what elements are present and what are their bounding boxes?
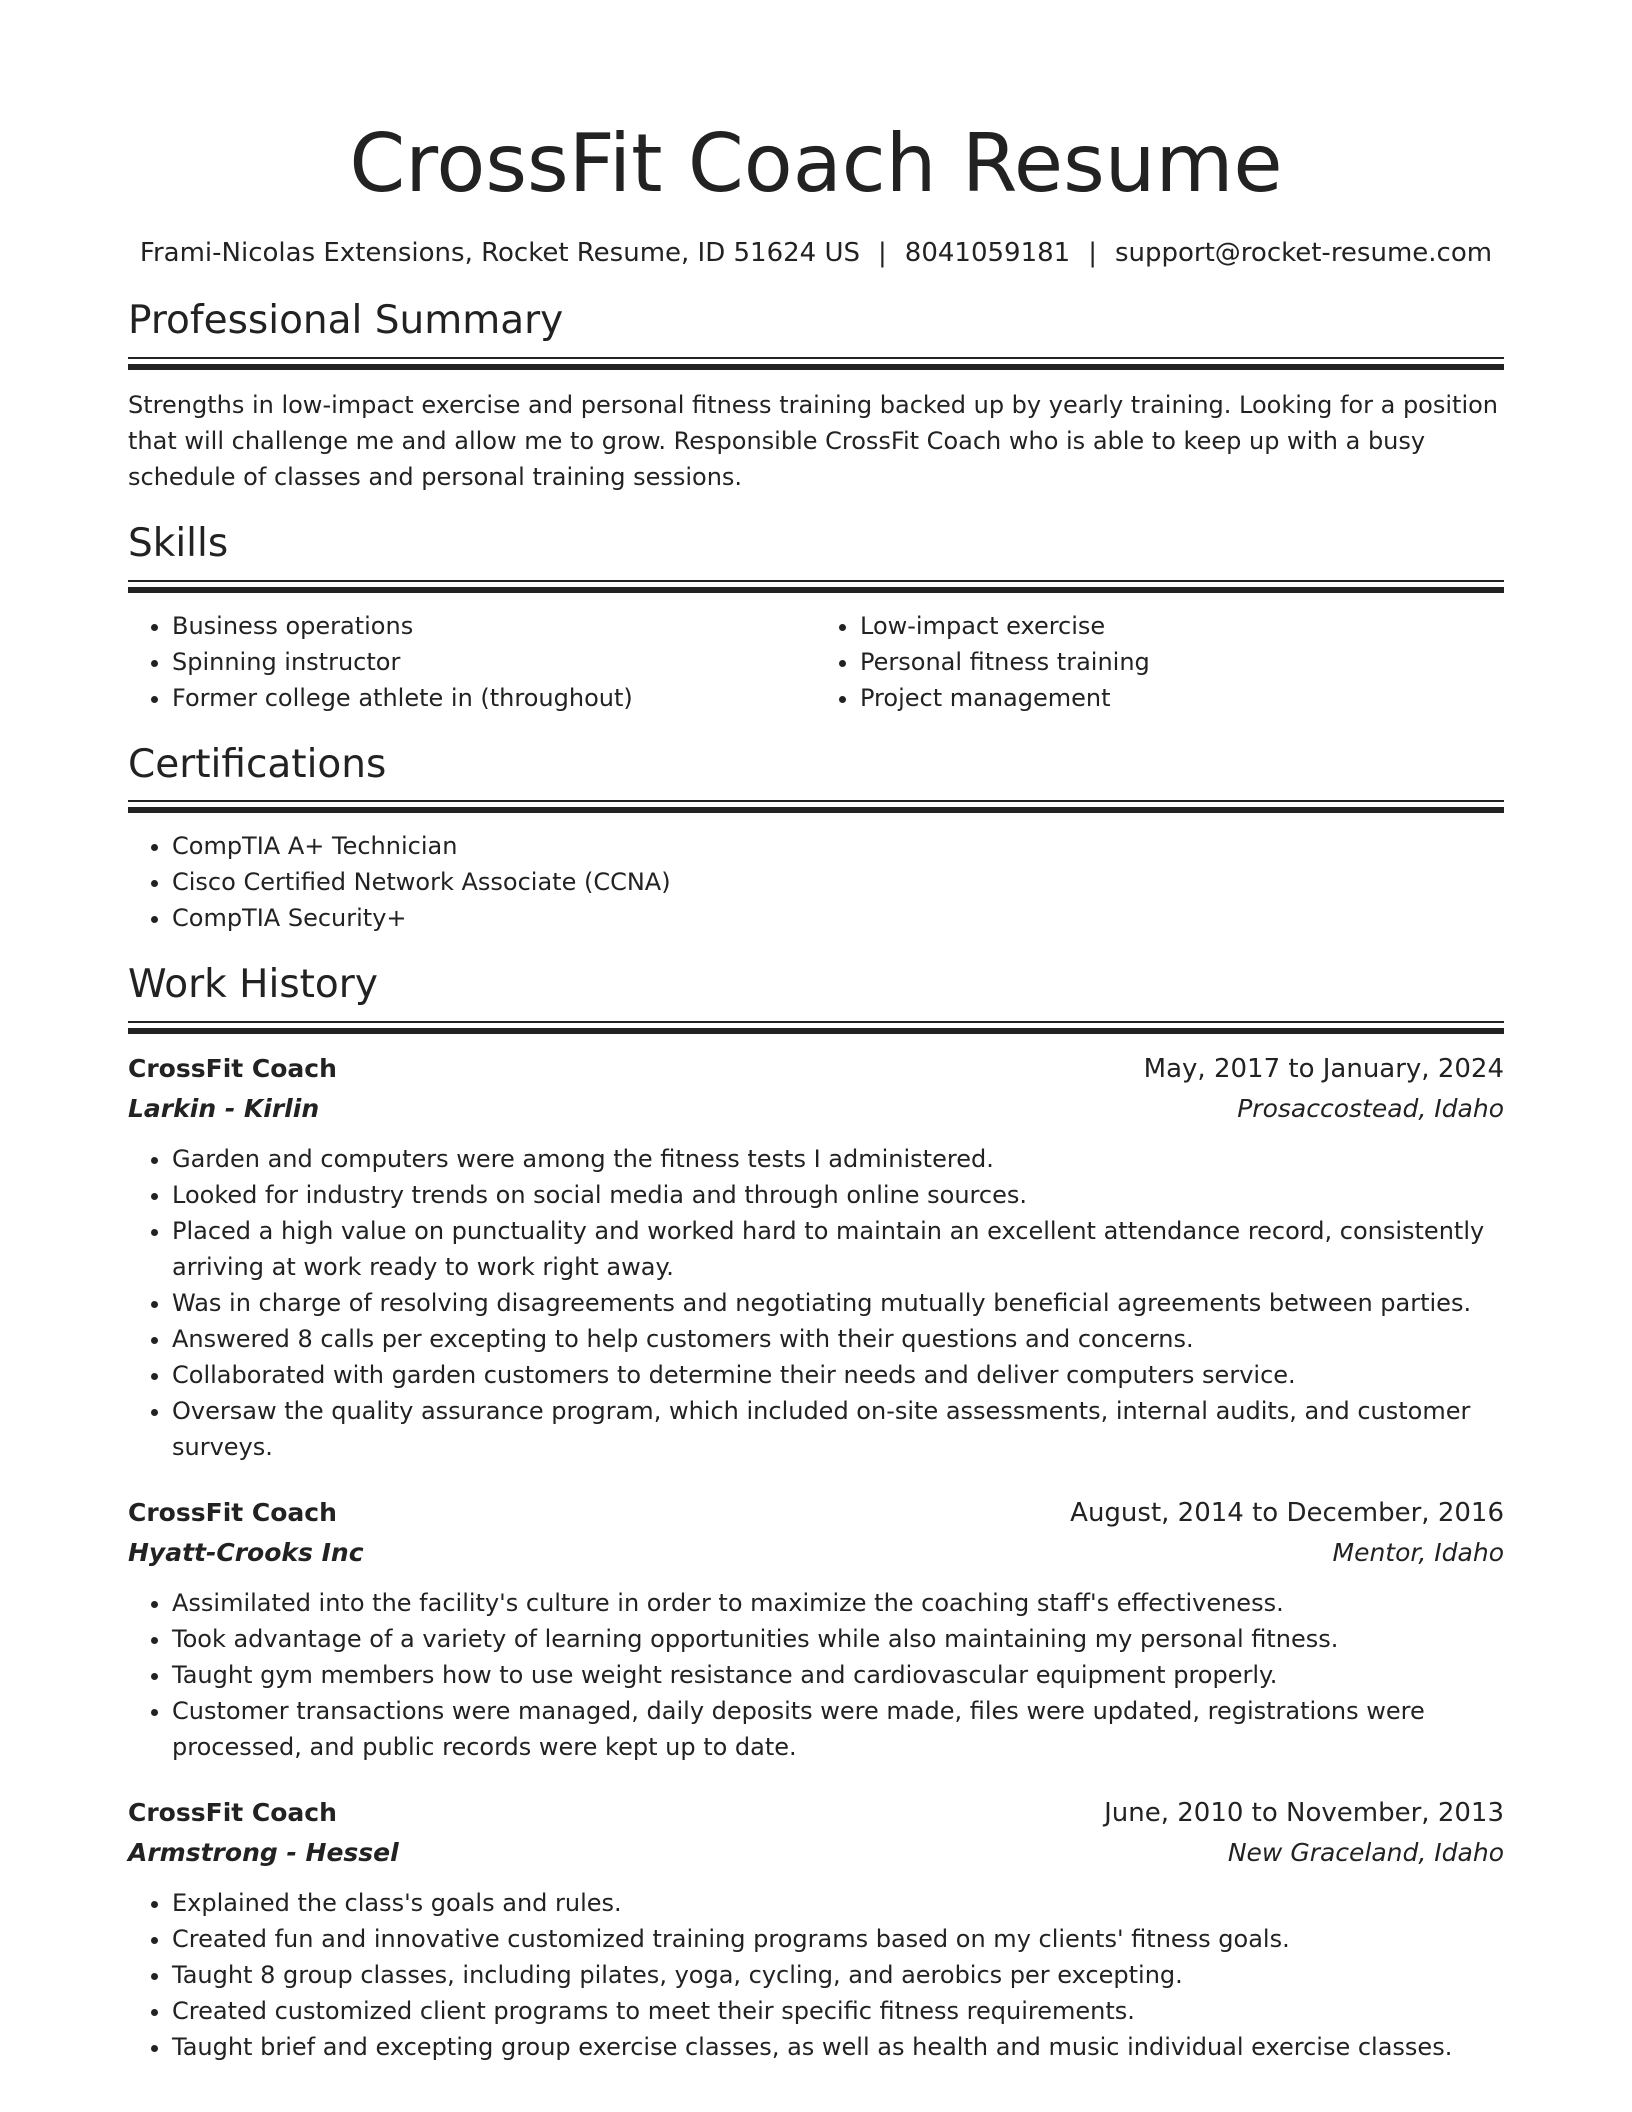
job-duty: • Placed a high value on punctuality and worked hard to maintain an excellent attendance record, consistently arriving at work ready to work right away.	[172, 1213, 1504, 1285]
skill-item: • Project management	[860, 680, 1504, 716]
job-duty: • Took advantage of a variety of learning opportunities while also maintaining my personal fitness.	[172, 1621, 1504, 1657]
job-entry	[128, 1049, 1504, 1465]
job-duty: • Collaborated with garden customers to determine their needs and deliver computers service.	[172, 1357, 1504, 1393]
job-company: Armstrong - Hessel	[128, 1838, 399, 1868]
job-duties-list	[128, 1141, 1504, 1465]
summary-text: Strengths in low-impact exercise and personal fitness training backed up by yearly training. Looking for a position that will challenge me and allow me to grow. Responsible CrossFit Coach who is able to keep up with a busy schedule of classes and personal training sessions.	[128, 390, 1499, 491]
skill-item: • Spinning instructor	[172, 644, 816, 680]
certifications-section	[128, 742, 1504, 937]
skills-grid	[128, 594, 1504, 716]
certifications-list	[128, 828, 1504, 936]
job-duty: • Customer transactions were managed, daily deposits were made, files were updated, registrations were processed, and public records were kept up to date.	[172, 1693, 1504, 1765]
job-duty: • Was in charge of resolving disagreements and negotiating mutually beneficial agreements between parties.	[172, 1285, 1504, 1321]
job-duty: • Taught brief and excepting group exercise classes, as well as health and music individual exercise classes.	[172, 2029, 1504, 2065]
work-history-heading: Work History	[128, 962, 378, 1008]
job-subheader-row	[128, 1833, 1504, 1873]
summary-heading: Professional Summary	[128, 298, 564, 343]
job-duty: • Answered 8 calls per excepting to help customers with their questions and concerns.	[172, 1321, 1504, 1357]
certification-item: • Cisco Certified Network Associate (CCNA)	[172, 864, 1504, 900]
job-location: Prosaccostead, Idaho	[1237, 1094, 1504, 1124]
summary-section	[128, 298, 1504, 495]
job-entry	[128, 1493, 1504, 1765]
job-header-row	[128, 1493, 1504, 1533]
job-dates: August, 2014 to December, 2016	[1070, 1498, 1504, 1529]
resume-title: CrossFit Coach Resume	[349, 117, 1283, 210]
job-duty: • Oversaw the quality assurance program, which included on-site assessments, internal audits, and customer surveys.	[172, 1393, 1504, 1465]
skill-item: • Former college athlete in (throughout)	[172, 680, 816, 716]
work-history-section	[128, 962, 1504, 2065]
skills-list-left	[128, 608, 816, 716]
job-duty: • Explained the class's goals and rules.	[172, 1885, 1504, 1921]
job-dates: June, 2010 to November, 2013	[1104, 1798, 1504, 1829]
skills-section	[128, 521, 1504, 716]
section-divider	[128, 1021, 1504, 1035]
job-header-row	[128, 1793, 1504, 1833]
job-company: Hyatt-Crooks Inc	[128, 1538, 364, 1568]
contact-email: support@rocket-resume.com	[1114, 238, 1493, 268]
certifications-heading: Certifications	[128, 741, 387, 787]
job-duty: • Garden and computers were among the fitness tests I administered.	[172, 1141, 1504, 1177]
contact-line	[128, 238, 1504, 268]
job-subheader-row	[128, 1089, 1504, 1129]
job-subheader-row	[128, 1533, 1504, 1573]
contact-address: Frami-Nicolas Extensions, Rocket Resume, ID 51624 US	[139, 238, 861, 268]
contact-separator: |	[1088, 238, 1097, 268]
job-entry	[128, 1793, 1504, 2065]
job-duty: • Created fun and innovative customized training programs based on my clients' fitness goals.	[172, 1921, 1504, 1957]
section-divider	[128, 580, 1504, 594]
contact-phone: 8041059181	[904, 238, 1071, 268]
job-location: Mentor, Idaho	[1332, 1538, 1504, 1568]
job-company: Larkin - Kirlin	[128, 1094, 320, 1124]
job-duties-list	[128, 1585, 1504, 1765]
job-duty: • Looked for industry trends on social media and through online sources.	[172, 1177, 1504, 1213]
certification-item: • CompTIA A+ Technician	[172, 828, 1504, 864]
job-header-row	[128, 1049, 1504, 1089]
job-dates: May, 2017 to January, 2024	[1143, 1054, 1504, 1085]
skills-list-right	[816, 608, 1504, 716]
job-duty: • Taught 8 group classes, including pilates, yoga, cycling, and aerobics per excepting.	[172, 1957, 1504, 1993]
contact-separator: |	[878, 238, 887, 268]
skill-item: • Business operations	[172, 608, 816, 644]
job-duty: • Taught gym members how to use weight resistance and cardiovascular equipment properly.	[172, 1657, 1504, 1693]
job-location: New Graceland, Idaho	[1227, 1838, 1504, 1868]
skill-item: • Personal fitness training	[860, 644, 1504, 680]
skills-heading: Skills	[128, 520, 229, 566]
job-title: CrossFit Coach	[128, 1054, 337, 1084]
job-duty: • Created customized client programs to meet their specific fitness requirements.	[172, 1993, 1504, 2029]
job-title: CrossFit Coach	[128, 1798, 337, 1828]
job-title: CrossFit Coach	[128, 1498, 337, 1528]
certification-item: • CompTIA Security+	[172, 900, 1504, 936]
section-divider	[128, 357, 1504, 371]
job-duty: • Assimilated into the facility's culture in order to maximize the coaching staff's effectiveness.	[172, 1585, 1504, 1621]
section-divider	[128, 800, 1504, 814]
skill-item: • Low-impact exercise	[860, 608, 1504, 644]
job-duties-list	[128, 1885, 1504, 2065]
